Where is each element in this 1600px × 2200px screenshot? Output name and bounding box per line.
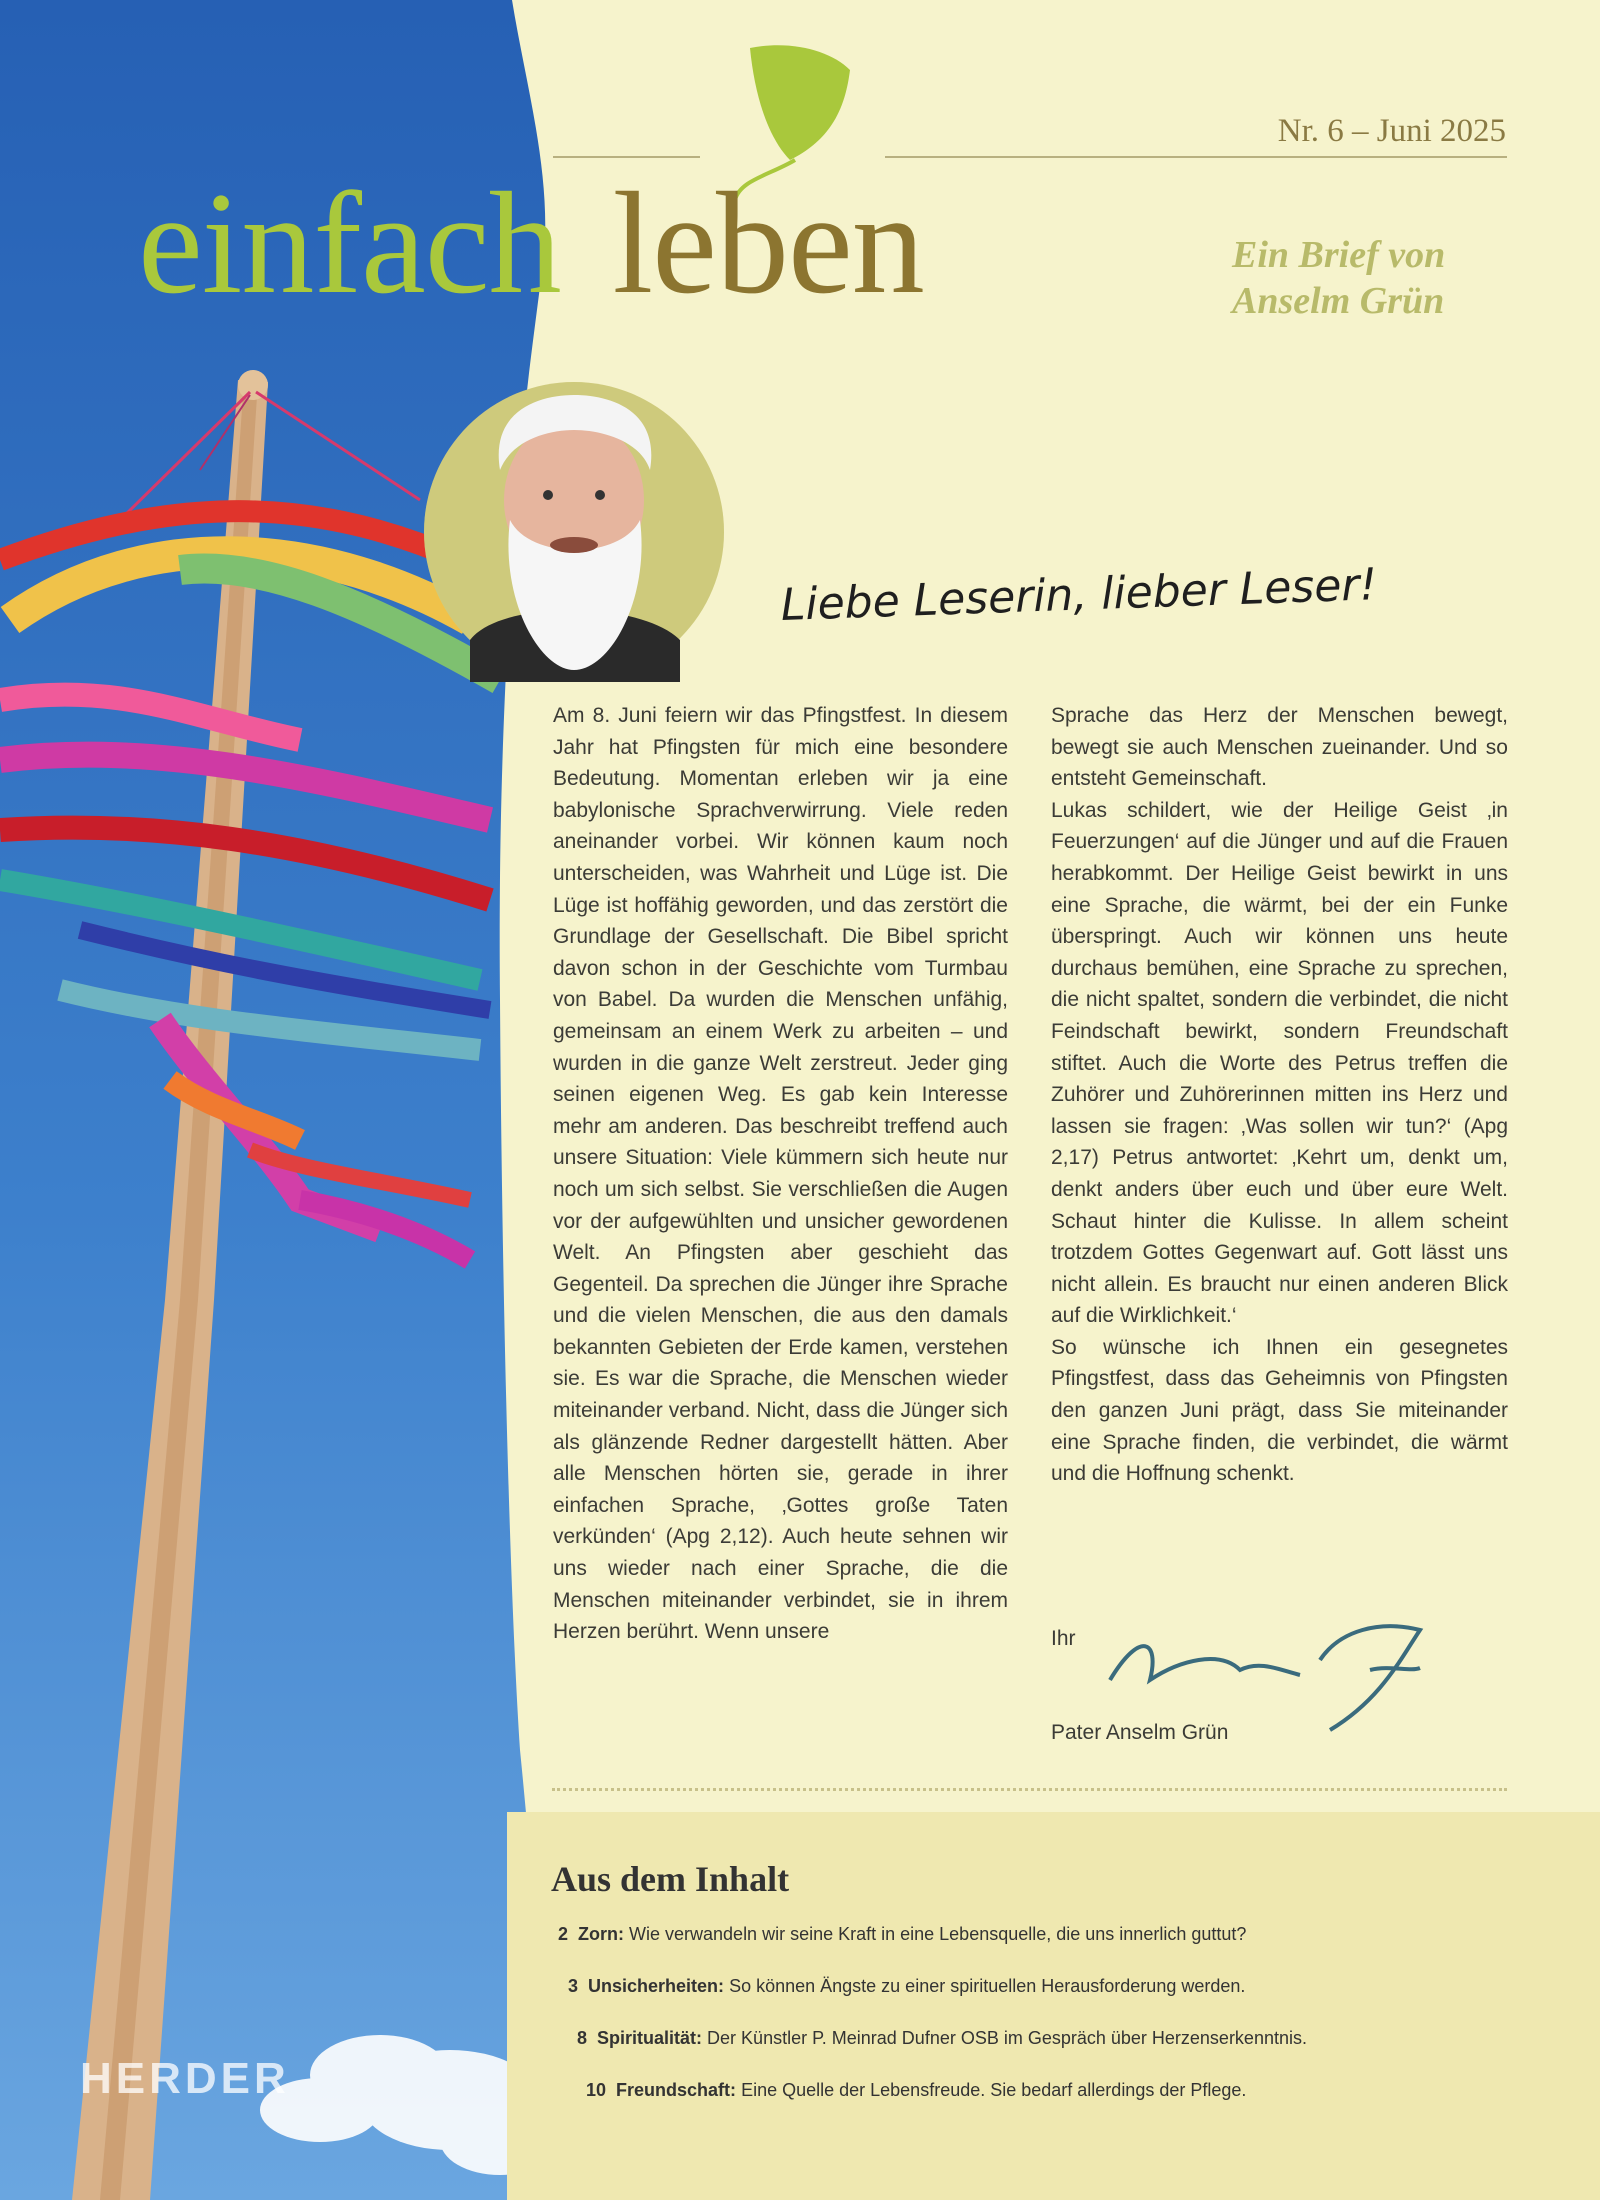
- toc-item[interactable]: [568, 1976, 1245, 1997]
- toc-page-number: 2: [558, 1924, 569, 1944]
- letter-column-1: [553, 700, 1008, 1648]
- publisher-logo: HERDER: [80, 2054, 290, 2103]
- toc-description: Der Künstler P. Meinrad Dufner OSB im Gespräch über Herzenserkenntnis.: [707, 2028, 1307, 2048]
- section-divider: [552, 1788, 1507, 1791]
- toc-topic: Unsicherheiten:: [588, 1976, 725, 1996]
- toc-description: So können Ängste zu einer spirituellen Herausforderung werden.: [729, 1976, 1246, 1996]
- subtitle: [1232, 232, 1445, 324]
- letter-paragraph: So wünsche ich Ihnen ein gesegnetes Pfingstfest, dass das Geheimnis von Pfingsten den ganzen Juni prägt, dass Sie miteinander eine Sprache finden, die verbindet, die wärmt und die Hoffnung schenkt.: [1051, 1335, 1508, 1486]
- letter-paragraph: Lukas schildert, wie der Heilige Geist ‚in Feuerzungen‘ auf die Jünger und auf die Frauen herabkommt. Der Heilige Geist bewirkt in uns eine Sprache, die wärmt, bei der ein Funke überspringt. Auch wir können uns heute durchaus bemühen, eine Sprache zu sprechen, die nicht spaltet, sondern die verbindet, die nicht Feindschaft bewirkt, sondern Freundschaft stiftet. Auch die Worte des Petrus treffen die Zuhörer und Zuhörerinnen mitten ins Herz und lassen sie fragen: ‚Was sollen wir tun?‘ (Apg 2,17) Petrus antwortet: ‚Kehrt um, denkt um, denkt anders über euch und über eure Welt. Schaut hinter die Kulisse. In allem scheint trotzdem Gottes Gegenwart auf. Gott lässt uns nicht allein. Es braucht nur einen anderen Blick auf die Wirklichkeit.‘: [1051, 798, 1508, 1328]
- letter-column-2: [1051, 700, 1508, 1490]
- issue-label: Nr. 6 – Juni 2025: [1277, 113, 1506, 149]
- toc-topic: Spiritualität:: [597, 2028, 703, 2048]
- subtitle-line-1: Ein Brief von: [1232, 234, 1446, 276]
- subtitle-line-2: Anselm Grün: [1232, 280, 1445, 322]
- title-part-leben: leben: [612, 162, 924, 324]
- publication-title: [138, 162, 924, 324]
- letter-paragraph: Am 8. Juni feiern wir das Pfingstfest. In diesem Jahr hat Pfingsten für mich eine besondere Bedeutung. Momentan erleben wir ja eine babylonische Sprachverwirrung. Viele reden aneinander vorbei. Wir können kaum noch unterscheiden, was Wahrheit und Lüge ist. Die Lüge ist hoffähig geworden, und das zerstört die Grundlage der Gesellschaft. Die Bibel spricht davon schon in der Geschichte vom Turmbau von Babel. Da wurden die Menschen unfähig, gemeinsam an einem Werk zu arbeiten – und wurden in die ganze Welt zerstreut. Jeder ging seinen eigenen Weg. Es gab kein Interesse mehr am anderen. Das beschreibt treffend auch unsere Situation: Viele kümmern sich heute nur noch um sich selbst. Sie verschließen die Augen vor der aufgewühlten und unsicher gewordenen Welt. An Pfingsten aber geschieht das Gegenteil. Da sprechen die Jünger ihre Sprache und die vielen Menschen, die aus den damals bekannten Gebieten der Erde kamen, verstehen sie. Es war die Sprache, die Menschen wieder miteinander verband. Nicht, dass die Jünger sich als glänzende Redner dargestellt hätten. Aber alle Menschen hörten sie, gerade in ihrer einfachen Sprache, ‚Gottes große Taten verkünden‘ (Apg 2,12). Auch heute sehnen wir uns wieder nach einer Sprache, die die Menschen miteinander verbindet, sie in ihrem Herzen berührt. Wenn unsere: [553, 704, 1008, 1644]
- toc-title: Aus dem Inhalt: [551, 1859, 790, 1899]
- toc-item[interactable]: [558, 1924, 1246, 1945]
- title-part-einfach: einfach: [138, 162, 561, 324]
- toc-topic: Freundschaft:: [616, 2080, 737, 2100]
- toc-description: Eine Quelle der Lebensfreude. Sie bedarf allerdings der Pflege.: [741, 2080, 1247, 2100]
- letter-greeting: Liebe Leserin, lieber Leser!: [780, 559, 1378, 631]
- toc-topic: Zorn:: [578, 1924, 624, 1944]
- author-portrait: [424, 382, 724, 682]
- toc-page-number: 8: [577, 2028, 588, 2048]
- toc-item[interactable]: [586, 2080, 1246, 2101]
- toc-item[interactable]: [577, 2028, 1307, 2049]
- letter-closing: Ihr: [1051, 1627, 1076, 1650]
- toc-page-number: 3: [568, 1976, 579, 1996]
- letter-signer: Pater Anselm Grün: [1051, 1721, 1229, 1744]
- toc-description: Wie verwandeln wir seine Kraft in eine Lebensquelle, die uns innerlich guttut?: [629, 1924, 1247, 1944]
- letter-paragraph: Sprache das Herz der Menschen bewegt, bewegt sie auch Menschen zueinander. Und so entsteht Gemeinschaft.: [1051, 704, 1508, 791]
- toc-page-number: 10: [586, 2080, 607, 2100]
